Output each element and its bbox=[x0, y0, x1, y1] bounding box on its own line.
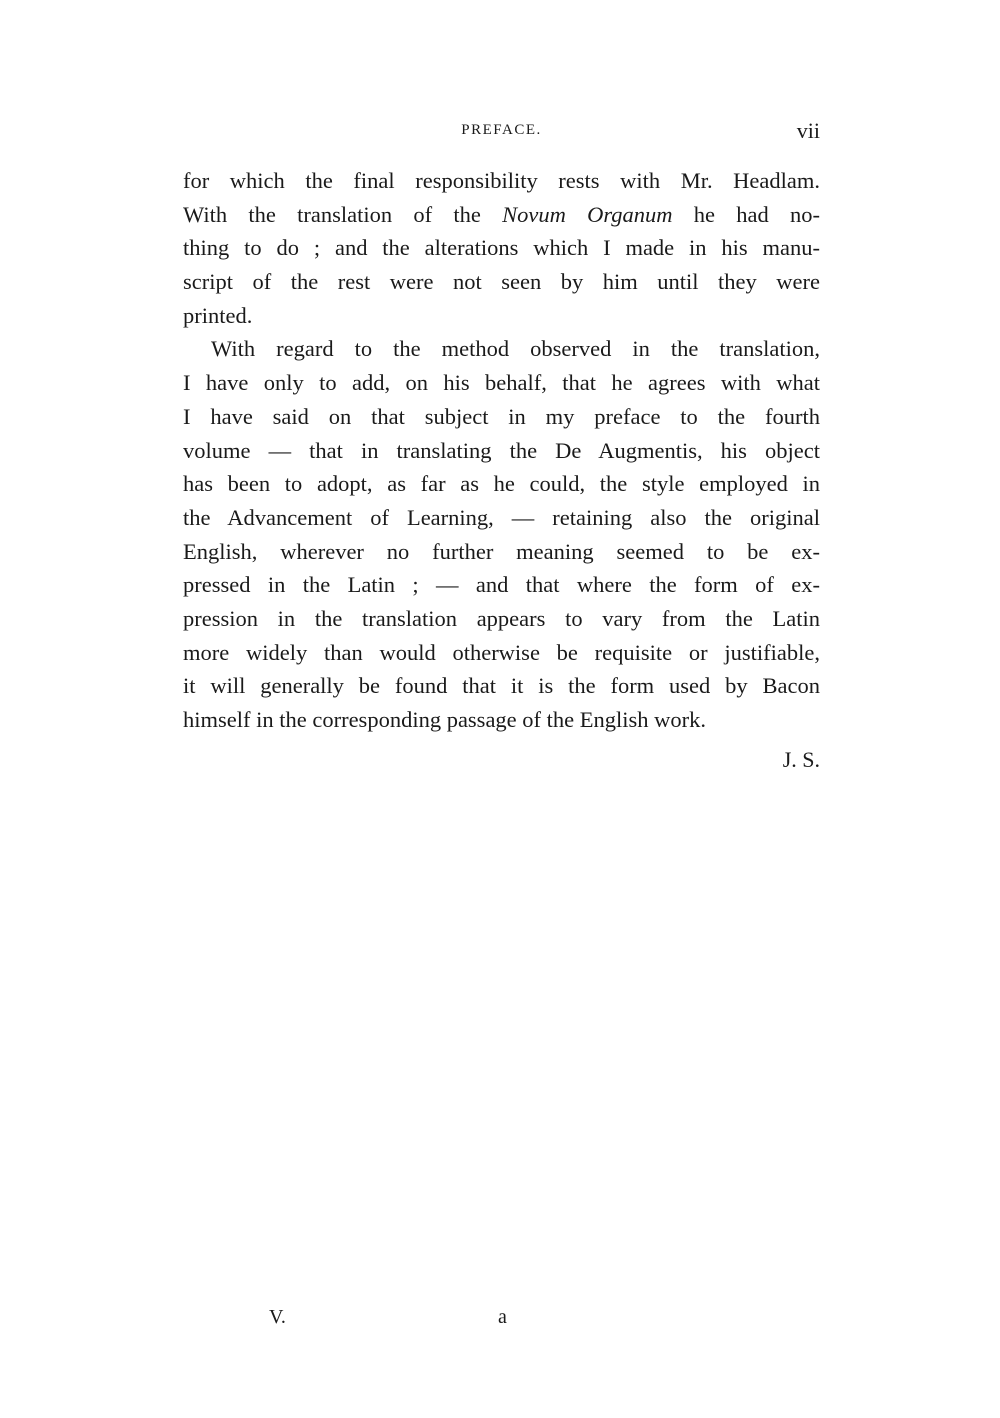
text-line: has been to adopt, as far as he could, the style employed in bbox=[183, 471, 820, 497]
italic-title: Novum Organum bbox=[502, 201, 673, 227]
text-line: volume — that in translating the De Augmentis, his object bbox=[183, 437, 820, 463]
text-line: it will generally be found that it is the form used by Bacon bbox=[183, 673, 820, 699]
text-line: With regard to the method observed in the translation, bbox=[211, 336, 820, 362]
text-line: I have said on that subject in my preface to the fourth bbox=[183, 403, 820, 429]
signature-letter: a bbox=[498, 1306, 507, 1328]
author-signature: J. S. bbox=[782, 746, 820, 772]
volume-mark: V. bbox=[269, 1306, 286, 1328]
text-line: more widely than would otherwise be requisite or justifiable, bbox=[183, 639, 820, 665]
text-line: pressed in the Latin ; — and that where the form of ex- bbox=[183, 572, 820, 598]
paragraph bbox=[183, 332, 820, 736]
signature-row bbox=[183, 743, 820, 783]
paragraph bbox=[183, 164, 820, 332]
text-line: I have only to add, on his behalf, that he agrees with what bbox=[183, 370, 820, 396]
text-line: himself in the corresponding passage of the English work. bbox=[183, 707, 707, 732]
text-line-end: he had no- bbox=[672, 201, 820, 227]
text-line bbox=[183, 198, 820, 232]
body-text bbox=[183, 164, 820, 783]
text-line: script of the rest were not seen by him until they were bbox=[183, 269, 820, 295]
text-line: thing to do ; and the alterations which I made in his manu- bbox=[183, 235, 820, 261]
text-line: English, wherever no further meaning seemed to be ex- bbox=[183, 538, 820, 564]
running-title: PREFACE. bbox=[461, 122, 542, 138]
text-line: printed. bbox=[183, 302, 253, 328]
text-line: pression in the translation appears to vary from the Latin bbox=[183, 605, 820, 631]
page-number: vii bbox=[796, 118, 820, 143]
text-line: the Advancement of Learning, — retaining also the original bbox=[183, 504, 820, 530]
running-head bbox=[183, 118, 820, 148]
text-line: for which the final responsibility rests with Mr. Headlam. bbox=[183, 168, 820, 193]
text-line-start: With the translation of the bbox=[183, 201, 503, 227]
